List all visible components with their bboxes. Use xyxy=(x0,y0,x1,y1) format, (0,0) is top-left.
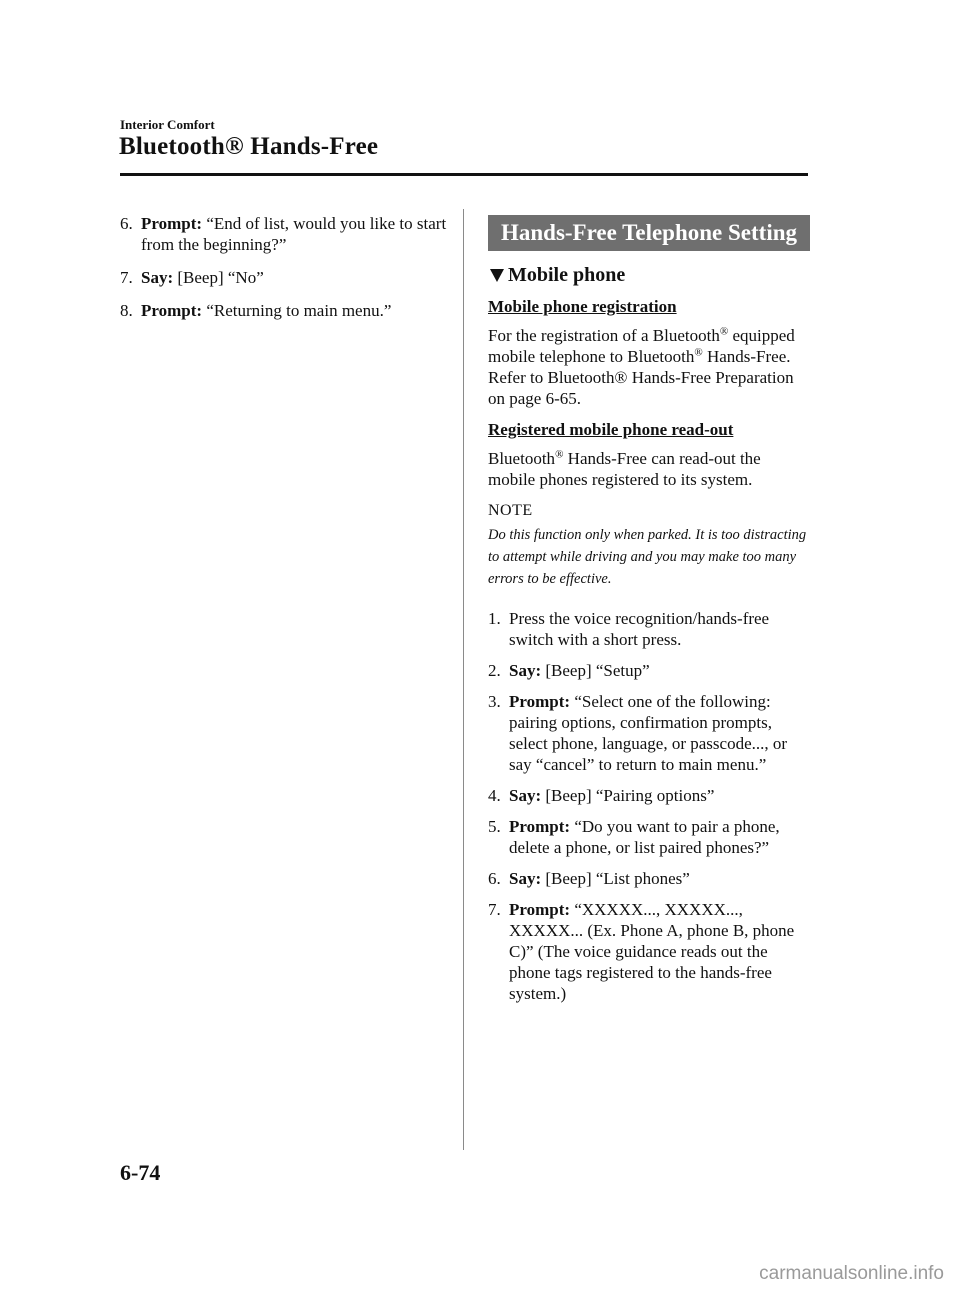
readout-text-part: Hands-Free can read-out the mobile phones registered to its system. xyxy=(488,449,761,489)
note-text: Do this function only when parked. It is too distracting to attempt while driving and you may make too many errors to be effective. xyxy=(488,527,807,587)
step-text: “End of list, would you like to start from the beginning?” xyxy=(141,214,447,254)
list-item xyxy=(120,300,450,321)
triangle-bullet-icon xyxy=(490,269,504,282)
step-label: Prompt: xyxy=(509,900,571,919)
list-item xyxy=(488,899,810,1004)
column-divider xyxy=(463,209,464,1150)
readout-text-part: Bluetooth xyxy=(488,449,556,468)
readout-heading: Registered mobile phone read-out xyxy=(488,420,734,439)
step-number: 8. xyxy=(120,301,133,320)
list-item xyxy=(488,868,810,889)
watermark: carmanualsonline.info xyxy=(759,1263,944,1284)
step-text: “Do you want to pair a phone, delete a phone, or list paired phones?” xyxy=(509,817,780,857)
step-label: Say: xyxy=(509,786,542,805)
left-column xyxy=(120,213,450,333)
list-item xyxy=(488,816,810,858)
step-text: [Beep] “Setup” xyxy=(541,661,650,680)
readout-text xyxy=(488,448,810,490)
subsection-heading xyxy=(488,265,810,286)
step-text: “Returning to main menu.” xyxy=(202,301,392,320)
step-label: Prompt: xyxy=(141,301,203,320)
step-number: 5. xyxy=(488,817,501,836)
step-text: [Beep] “List phones” xyxy=(541,869,690,888)
step-label: Prompt: xyxy=(509,817,571,836)
list-item xyxy=(488,608,810,650)
registration-reference: Refer to Bluetooth® Hands-Free Preparation on page 6-65. xyxy=(488,368,794,408)
list-item xyxy=(488,660,810,681)
step-number: 7. xyxy=(120,268,133,287)
list-item xyxy=(120,213,450,255)
step-label: Say: xyxy=(509,661,542,680)
registration-text-part: equipped mobile telephone to Bluetooth xyxy=(488,326,795,366)
step-number: 1. xyxy=(488,609,501,628)
list-item xyxy=(488,691,810,775)
section-banner: Hands-Free Telephone Setting xyxy=(488,215,810,251)
right-column xyxy=(488,215,810,1014)
step-text: “Select one of the following: pairing options, confirmation prompts, select phone, language, or passcode..., or say “cancel” to return to main menu.” xyxy=(509,692,788,774)
header-rule xyxy=(120,173,808,176)
registration-heading: Mobile phone registration xyxy=(488,297,677,316)
step-number: 4. xyxy=(488,786,501,805)
registration-text xyxy=(488,325,810,409)
page-number: 6-74 xyxy=(120,1160,161,1185)
list-item xyxy=(488,785,810,806)
step-number: 6. xyxy=(120,214,133,233)
step-label: Prompt: xyxy=(141,214,203,233)
step-label: Prompt: xyxy=(509,692,571,711)
registered-mark: ® xyxy=(719,325,729,338)
registration-text-part: Hands-Free. xyxy=(702,347,791,366)
step-number: 7. xyxy=(488,900,501,919)
step-number: 6. xyxy=(488,869,501,888)
step-number: 3. xyxy=(488,692,501,711)
registered-mark: ® xyxy=(555,448,564,461)
registration-text-part: For the registration of a Bluetooth xyxy=(488,326,720,345)
registered-mark: ® xyxy=(694,346,703,359)
step-label: Say: xyxy=(509,869,542,888)
step-text: Press the voice recognition/hands-free switch with a short press. xyxy=(509,609,770,649)
step-label: Say: xyxy=(141,268,174,287)
step-text: [Beep] “Pairing options” xyxy=(541,786,715,805)
chapter-title: Bluetooth® Hands-Free xyxy=(119,133,379,160)
step-text: [Beep] “No” xyxy=(173,268,264,287)
step-text: “XXXXX..., XXXXX..., XXXXX... (Ex. Phone A, phone B, phone C)” (The voice guidance reads out the phone tags registered to the hands-free system.) xyxy=(509,900,795,1003)
subsection-heading-text: Mobile phone xyxy=(508,264,626,286)
section-label: Interior Comfort xyxy=(120,117,215,132)
note-label: NOTE xyxy=(488,502,533,519)
step-number: 2. xyxy=(488,661,501,680)
list-item xyxy=(120,267,450,288)
